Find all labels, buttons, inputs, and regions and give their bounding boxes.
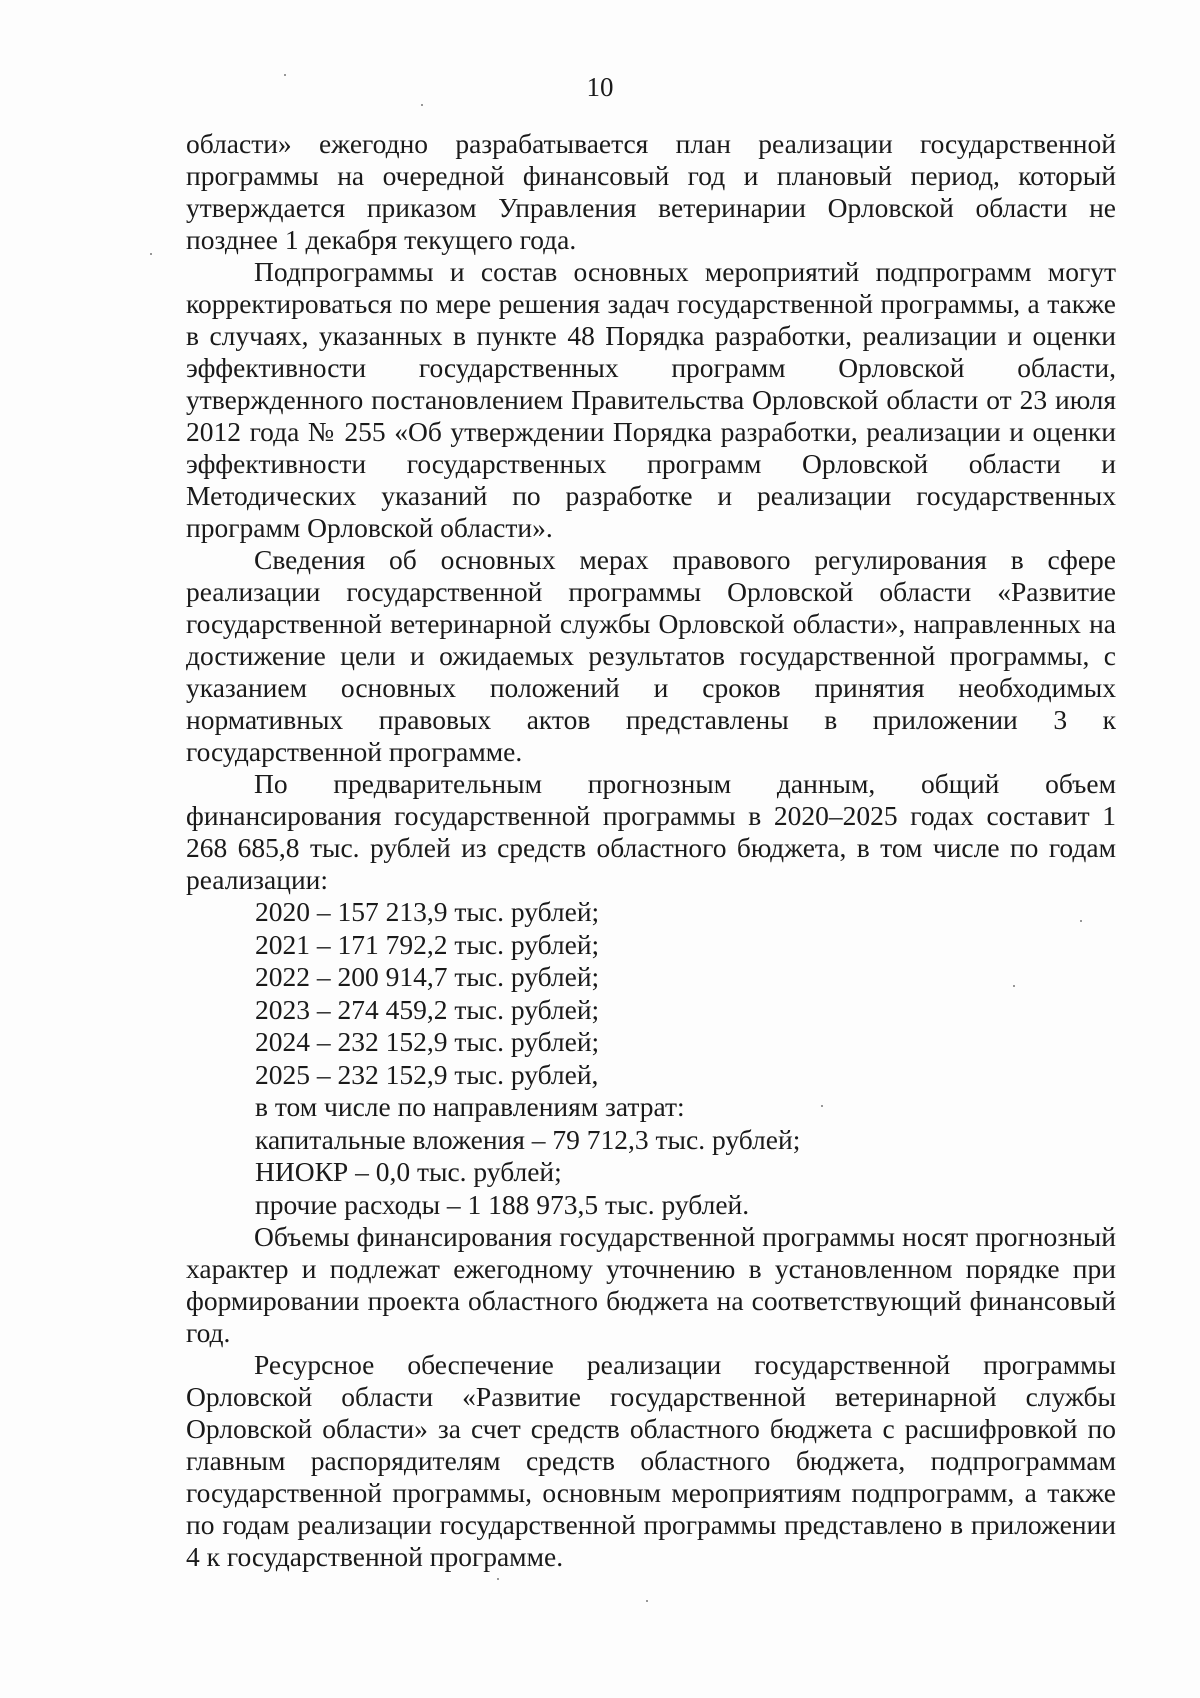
- paragraph-funding-forecast: Объемы финансирования государственной программы носят прогнозный характер и подлежат ежегодному уточнению в установленном порядке при формировании проекта областного бюджета на соответствующий финансовый год.: [186, 1221, 1116, 1348]
- scan-speck: [497, 1578, 499, 1580]
- funding-item-2020: 2020 – 157 213,9 тыс. рублей;: [255, 896, 600, 927]
- scan-speck: [1080, 920, 1082, 922]
- scan-speck: [150, 253, 152, 255]
- funding-item-rnd: НИОКР – 0,0 тыс. рублей;: [255, 1156, 562, 1187]
- paragraph-plan-approval: области» ежегодно разрабатывается план реализации государственной программы на очередной финансовый год и плановый период, который утверждается приказом Управления ветеринарии Орловской области не позднее 1 декабря текущего года.: [186, 128, 1116, 255]
- scan-speck: [821, 1105, 823, 1107]
- scan-speck: [421, 104, 423, 106]
- paragraph-resource-support: Ресурсное обеспечение реализации государственной программы Орловской области «Развитие государственной ветеринарной службы Орловской области» за счет средств областного бюджета с расшифровкой по главным распорядителям средств областного бюджета, подпрограммам государственной программы, основным мероприятиям подпрограмм, а также по годам реализации государственной программы представлено в приложении 4 к государственной программе.: [186, 1349, 1116, 1572]
- funding-item-2023: 2023 – 274 459,2 тыс. рублей;: [255, 993, 600, 1025]
- funding-item-capital: капитальные вложения – 79 712,3 тыс. рублей;: [255, 1123, 801, 1155]
- page-number: 10: [586, 72, 614, 102]
- document-body: [186, 128, 1116, 1573]
- scan-speck: [284, 74, 286, 76]
- funding-item-2022: 2022 – 200 914,7 тыс. рублей;: [255, 961, 600, 992]
- scan-speck: [1013, 985, 1015, 987]
- funding-item-2021: 2021 – 171 792,2 тыс. рублей;: [255, 928, 600, 960]
- funding-item-other: прочие расходы – 1 188 973,5 тыс. рублей.: [255, 1188, 750, 1220]
- paragraph-funding-volume: По предварительным прогнозным данным, общий объем финансирования государственной программы в 2020–2025 годах составит 1 268 685,8 тыс. рублей из средств областного бюджета, в том числе по годам реализации:: [186, 768, 1116, 895]
- funding-list: [186, 896, 1116, 1221]
- paragraph-legal-regulation: Сведения об основных мерах правового регулирования в сфере реализации государственной программы Орловской области «Развитие государственной ветеринарной службы Орловской области», направленных на достижение цели и ожидаемых результатов государственной программы, с указанием основных положений и сроков принятия необходимых нормативных правовых актов представлены в приложении 3 к государственной программе.: [186, 544, 1116, 767]
- funding-cost-directions-heading: в том числе по направлениям затрат:: [255, 1091, 685, 1122]
- scan-speck: [646, 1600, 648, 1602]
- funding-item-2025: 2025 – 232 152,9 тыс. рублей,: [255, 1058, 599, 1090]
- funding-item-2024: 2024 – 232 152,9 тыс. рублей;: [255, 1026, 600, 1057]
- paragraph-subprograms: Подпрограммы и состав основных мероприятий подпрограмм могут корректироваться по мере решения задач государственной программы, а также в случаях, указанных в пункте 48 Порядка разработки, реализации и оценки эффективности государственных программ Орловской области, утвержденного постановлением Правительства Орловской области от 23 июля 2012 года № 255 «Об утверждении Порядка разработки, реализации и оценки эффективности государственных программ Орловской области и Методических указаний по разработке и реализации государственных программ Орловской области».: [186, 256, 1116, 543]
